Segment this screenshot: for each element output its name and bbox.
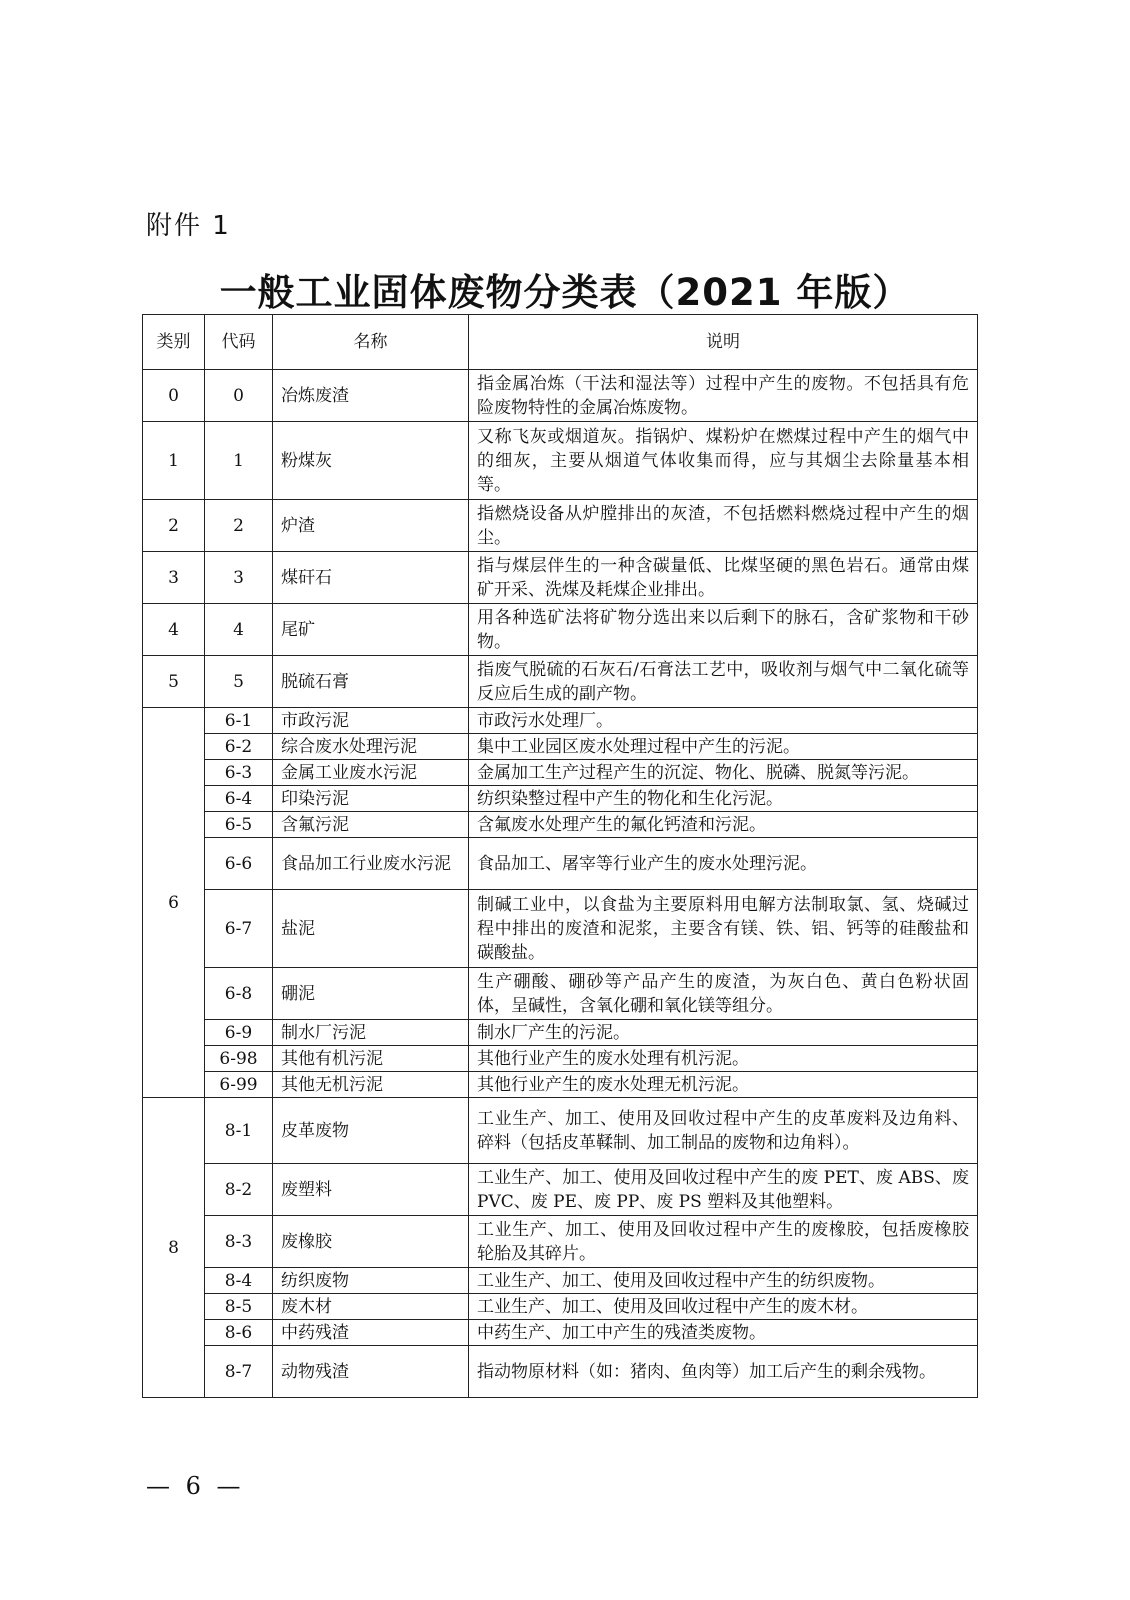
cell-description: 工业生产、加工、使用及回收过程中产生的废 PET、废 ABS、废 PVC、废 PE、废 PP、废 PS 塑料及其他塑料。 — [469, 1164, 978, 1216]
cell-description: 纺织染整过程中产生的物化和生化污泥。 — [469, 786, 978, 812]
cell-description: 指动物原材料（如：猪肉、鱼肉等）加工后产生的剩余残物。 — [469, 1346, 978, 1398]
cell-description: 中药生产、加工中产生的残渣类废物。 — [469, 1320, 978, 1346]
cell-code: 1 — [205, 422, 273, 500]
cell-code: 8-3 — [205, 1216, 273, 1268]
header-name: 名称 — [273, 315, 469, 370]
table-row — [143, 812, 978, 838]
cell-code: 6-7 — [205, 890, 273, 968]
cell-name: 废橡胶 — [273, 1216, 469, 1268]
cell-name: 脱硫石膏 — [273, 656, 469, 708]
cell-code: 4 — [205, 604, 273, 656]
cell-description: 制碱工业中，以食盐为主要原料用电解方法制取氯、氢、烧碱过程中排出的废渣和泥浆，主要含有镁、铁、铝、钙等的硅酸盐和碳酸盐。 — [469, 890, 978, 968]
header-code: 代码 — [205, 315, 273, 370]
cell-code: 2 — [205, 500, 273, 552]
cell-category: 4 — [143, 604, 205, 656]
table-row — [143, 1072, 978, 1098]
cell-code: 0 — [205, 370, 273, 422]
cell-name: 硼泥 — [273, 968, 469, 1020]
cell-code: 3 — [205, 552, 273, 604]
cell-category: 1 — [143, 422, 205, 500]
cell-name: 皮革废物 — [273, 1098, 469, 1164]
cell-category: 8 — [143, 1098, 205, 1398]
cell-name: 废塑料 — [273, 1164, 469, 1216]
cell-category: 3 — [143, 552, 205, 604]
table-row — [143, 422, 978, 500]
cell-description: 市政污水处理厂。 — [469, 708, 978, 734]
cell-description: 工业生产、加工、使用及回收过程中产生的废木材。 — [469, 1294, 978, 1320]
cell-description: 指燃烧设备从炉膛排出的灰渣，不包括燃料燃烧过程中产生的烟尘。 — [469, 500, 978, 552]
cell-name: 粉煤灰 — [273, 422, 469, 500]
cell-description: 其他行业产生的废水处理无机污泥。 — [469, 1072, 978, 1098]
cell-description: 指金属冶炼（干法和湿法等）过程中产生的废物。不包括具有危险废物特性的金属冶炼废物。 — [469, 370, 978, 422]
cell-code: 8-7 — [205, 1346, 273, 1398]
cell-code: 6-1 — [205, 708, 273, 734]
table-row — [143, 1320, 978, 1346]
cell-description: 用各种选矿法将矿物分选出来以后剩下的脉石，含矿浆物和干砂物。 — [469, 604, 978, 656]
cell-description: 制水厂产生的污泥。 — [469, 1020, 978, 1046]
cell-name: 中药残渣 — [273, 1320, 469, 1346]
table-row — [143, 760, 978, 786]
table-row — [143, 890, 978, 968]
cell-description: 集中工业园区废水处理过程中产生的污泥。 — [469, 734, 978, 760]
waste-classification-table — [142, 314, 978, 1398]
cell-name: 煤矸石 — [273, 552, 469, 604]
table-row — [143, 370, 978, 422]
cell-name: 综合废水处理污泥 — [273, 734, 469, 760]
cell-description: 指与煤层伴生的一种含碳量低、比煤坚硬的黑色岩石。通常由煤矿开采、洗煤及耗煤企业排出。 — [469, 552, 978, 604]
table-row — [143, 552, 978, 604]
cell-code: 6-4 — [205, 786, 273, 812]
cell-code: 8-6 — [205, 1320, 273, 1346]
cell-description: 工业生产、加工、使用及回收过程中产生的废橡胶，包括废橡胶轮胎及其碎片。 — [469, 1216, 978, 1268]
table-row — [143, 604, 978, 656]
cell-code: 6-6 — [205, 838, 273, 890]
cell-code: 6-99 — [205, 1072, 273, 1098]
cell-code: 6-2 — [205, 734, 273, 760]
cell-description: 其他行业产生的废水处理有机污泥。 — [469, 1046, 978, 1072]
table-row — [143, 838, 978, 890]
table-row — [143, 1268, 978, 1294]
table-row — [143, 500, 978, 552]
cell-name: 纺织废物 — [273, 1268, 469, 1294]
table-body — [143, 370, 978, 1398]
cell-code: 8-2 — [205, 1164, 273, 1216]
header-category: 类别 — [143, 315, 205, 370]
cell-code: 6-98 — [205, 1046, 273, 1072]
cell-name: 废木材 — [273, 1294, 469, 1320]
cell-category: 2 — [143, 500, 205, 552]
cell-name: 尾矿 — [273, 604, 469, 656]
cell-description: 工业生产、加工、使用及回收过程中产生的纺织废物。 — [469, 1268, 978, 1294]
cell-name: 炉渣 — [273, 500, 469, 552]
cell-description: 指废气脱硫的石灰石/石膏法工艺中，吸收剂与烟气中二氧化硫等反应后生成的副产物。 — [469, 656, 978, 708]
cell-code: 5 — [205, 656, 273, 708]
table-row — [143, 1294, 978, 1320]
cell-code: 8-4 — [205, 1268, 273, 1294]
table-row — [143, 968, 978, 1020]
cell-description: 工业生产、加工、使用及回收过程中产生的皮革废料及边角料、碎料（包括皮革鞣制、加工制品的废物和边角料）。 — [469, 1098, 978, 1164]
cell-code: 6-3 — [205, 760, 273, 786]
cell-category: 6 — [143, 708, 205, 1098]
cell-name: 其他无机污泥 — [273, 1072, 469, 1098]
cell-name: 金属工业废水污泥 — [273, 760, 469, 786]
cell-name: 含氟污泥 — [273, 812, 469, 838]
cell-description: 含氟废水处理产生的氟化钙渣和污泥。 — [469, 812, 978, 838]
table-header-row — [143, 315, 978, 370]
cell-description: 生产硼酸、硼砂等产品产生的废渣，为灰白色、黄白色粉状固体，呈碱性，含氧化硼和氧化镁等组分。 — [469, 968, 978, 1020]
cell-code: 8-5 — [205, 1294, 273, 1320]
table-row — [143, 656, 978, 708]
page-number: — 6 — — [146, 1472, 245, 1500]
cell-name: 市政污泥 — [273, 708, 469, 734]
table-row — [143, 1164, 978, 1216]
table-row — [143, 708, 978, 734]
table-row — [143, 1046, 978, 1072]
table-row — [143, 1346, 978, 1398]
cell-description: 食品加工、屠宰等行业产生的废水处理污泥。 — [469, 838, 978, 890]
cell-name: 动物残渣 — [273, 1346, 469, 1398]
header-description: 说明 — [469, 315, 978, 370]
cell-description: 金属加工生产过程产生的沉淀、物化、脱磷、脱氮等污泥。 — [469, 760, 978, 786]
cell-code: 8-1 — [205, 1098, 273, 1164]
document-title: 一般工业固体废物分类表（2021 年版） — [219, 271, 911, 314]
table-row — [143, 1098, 978, 1164]
cell-name: 其他有机污泥 — [273, 1046, 469, 1072]
cell-code: 6-8 — [205, 968, 273, 1020]
cell-category: 0 — [143, 370, 205, 422]
cell-name: 冶炼废渣 — [273, 370, 469, 422]
attachment-label: 附件 1 — [146, 211, 231, 241]
table-row — [143, 1216, 978, 1268]
cell-description: 又称飞灰或烟道灰。指锅炉、煤粉炉在燃煤过程中产生的烟气中的细灰，主要从烟道气体收集而得，应与其烟尘去除量基本相等。 — [469, 422, 978, 500]
cell-name: 食品加工行业废水污泥 — [273, 838, 469, 890]
cell-name: 制水厂污泥 — [273, 1020, 469, 1046]
table-row — [143, 1020, 978, 1046]
cell-name: 盐泥 — [273, 890, 469, 968]
cell-code: 6-9 — [205, 1020, 273, 1046]
table-row — [143, 734, 978, 760]
cell-category: 5 — [143, 656, 205, 708]
cell-code: 6-5 — [205, 812, 273, 838]
cell-name: 印染污泥 — [273, 786, 469, 812]
table-row — [143, 786, 978, 812]
